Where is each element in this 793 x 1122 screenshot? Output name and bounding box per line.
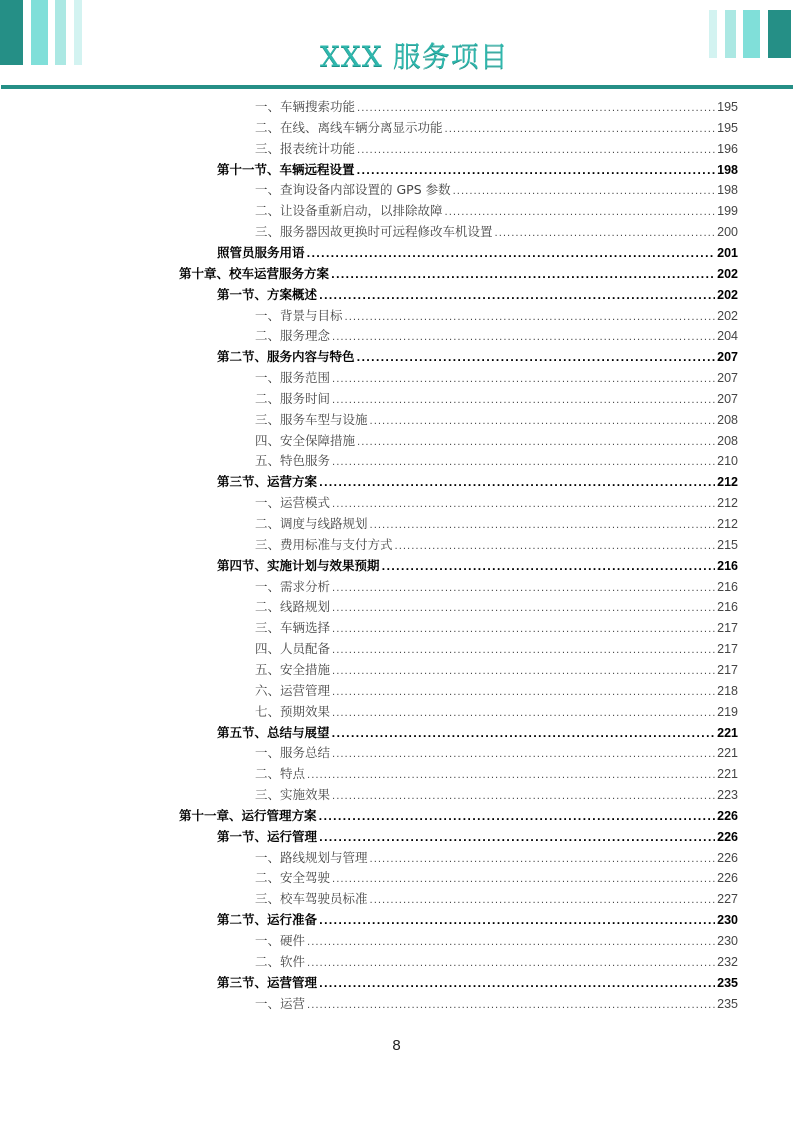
toc-entry-label: 一、硬件 xyxy=(255,933,306,948)
toc-entry-page: 198 xyxy=(717,162,738,177)
toc-entry-page: 221 xyxy=(717,746,738,761)
toc-entry-label: 一、服务范围 xyxy=(255,370,331,386)
toc-entry-label: 二、线路规划 xyxy=(255,599,331,615)
toc-entry[interactable] xyxy=(179,264,738,284)
toc-leader-dots xyxy=(307,956,715,972)
toc-entry-page: 217 xyxy=(717,642,738,657)
toc-entry-label: 第一节、运行管理 xyxy=(217,828,318,844)
toc-entry[interactable] xyxy=(255,848,738,868)
toc-entry-label: 一、背景与目标 xyxy=(255,307,343,323)
toc-entry-label: 二、服务理念 xyxy=(255,328,331,344)
toc-entry-page: 226 xyxy=(717,829,738,844)
toc-entry-label: 二、在线、离线车辆分离显示功能 xyxy=(255,119,443,135)
toc-entry-label: 一、路线规划与管理 xyxy=(255,849,368,865)
toc-leader-dots xyxy=(332,497,715,513)
toc-leader-dots xyxy=(319,977,715,993)
toc-entry-page: 207 xyxy=(717,371,738,386)
toc-leader-dots xyxy=(332,664,715,680)
toc-entry-page: 216 xyxy=(717,558,738,573)
toc-entry-label: 三、校车驾驶员标准 xyxy=(255,891,368,907)
toc-leader-dots xyxy=(445,205,716,221)
toc-entry[interactable] xyxy=(255,660,738,680)
toc-leader-dots xyxy=(331,268,715,284)
toc-entry-page: 198 xyxy=(717,183,738,198)
toc-entry-label: 一、需求分析 xyxy=(255,578,331,594)
toc-entry-page: 212 xyxy=(717,496,738,511)
toc-entry[interactable] xyxy=(255,514,738,534)
toc-leader-dots xyxy=(332,393,715,409)
header-divider xyxy=(1,85,793,89)
toc-entry-page: 199 xyxy=(717,204,738,219)
toc-entry-label: 三、服务车型与设施 xyxy=(255,411,368,427)
toc-entry-label: 第十一章、运行管理方案 xyxy=(179,807,317,823)
document-title: XXX 服务项目 xyxy=(320,40,509,73)
toc-leader-dots xyxy=(332,747,715,763)
toc-entry-page: 202 xyxy=(717,287,738,302)
toc-entry-page: 217 xyxy=(717,621,738,636)
toc-entry[interactable] xyxy=(217,285,738,305)
toc-entry[interactable] xyxy=(217,556,738,576)
toc-entry-page: 216 xyxy=(717,600,738,615)
toc-entry-label: 第三节、运营方案 xyxy=(217,474,318,490)
toc-entry[interactable] xyxy=(217,347,738,367)
toc-leader-dots xyxy=(357,143,715,159)
toc-entry[interactable] xyxy=(217,827,738,847)
toc-entry[interactable] xyxy=(217,243,738,263)
toc-leader-dots xyxy=(332,727,716,743)
toc-entry-page: 226 xyxy=(717,850,738,865)
toc-entry[interactable] xyxy=(217,973,738,993)
header-bar-lightest-right xyxy=(709,10,717,58)
toc-entry[interactable] xyxy=(255,139,738,159)
toc-leader-dots xyxy=(332,789,715,805)
toc-leader-dots xyxy=(332,455,715,471)
toc-leader-dots xyxy=(332,372,715,388)
toc-entry-label: 五、安全措施 xyxy=(255,661,331,677)
toc-entry[interactable] xyxy=(255,743,738,763)
toc-entry-label: 照管员服务用语 xyxy=(217,244,305,260)
toc-entry-page: 202 xyxy=(717,308,738,323)
toc-entry[interactable] xyxy=(255,118,738,138)
toc-entry-page: 212 xyxy=(717,475,738,490)
toc-entry[interactable] xyxy=(217,472,738,492)
toc-entry[interactable] xyxy=(255,368,738,388)
toc-leader-dots xyxy=(382,560,716,576)
toc-entry-label: 三、实施效果 xyxy=(255,787,331,803)
toc-entry[interactable] xyxy=(255,97,738,117)
toc-entry-page: 218 xyxy=(717,683,738,698)
toc-entry[interactable] xyxy=(255,785,738,805)
toc-entry[interactable] xyxy=(217,723,738,743)
toc-leader-dots xyxy=(319,831,715,847)
toc-entry-page: 221 xyxy=(717,725,738,740)
toc-entry-page: 208 xyxy=(717,412,738,427)
toc-entry-page: 227 xyxy=(717,892,738,907)
toc-leader-dots xyxy=(332,601,715,617)
toc-entry-page: 235 xyxy=(717,975,738,990)
toc-entry-label: 五、特色服务 xyxy=(255,453,331,469)
toc-entry-page: 195 xyxy=(717,120,738,135)
toc-entry-page: 195 xyxy=(717,100,738,114)
toc-entry-label: 二、安全驾驶 xyxy=(255,870,331,886)
toc-leader-dots xyxy=(445,122,716,138)
toc-entry-page: 226 xyxy=(717,808,738,823)
toc-leader-dots xyxy=(332,622,715,638)
toc-leader-dots xyxy=(332,643,715,659)
toc-entry-label: 三、费用标准与支付方式 xyxy=(255,536,393,552)
toc-entry-label: 三、车辆选择 xyxy=(255,620,331,636)
toc-entry[interactable] xyxy=(255,681,738,701)
toc-entry[interactable] xyxy=(255,451,738,471)
toc-entry-page: 215 xyxy=(717,537,738,552)
header-bar-dark-left xyxy=(0,0,23,65)
toc-leader-dots xyxy=(307,998,715,1014)
toc-entry-label: 一、运营 xyxy=(255,995,306,1011)
toc-entry[interactable] xyxy=(255,389,738,409)
toc-entry-page: 196 xyxy=(717,141,738,156)
toc-entry-label: 三、报表统计功能 xyxy=(255,140,356,156)
toc-entry[interactable] xyxy=(255,868,738,888)
toc-entry-page: 235 xyxy=(717,996,738,1011)
page-number: 8 xyxy=(392,1037,401,1054)
toc-entry-page: 212 xyxy=(717,517,738,531)
header-bar-mid-left xyxy=(31,0,48,65)
toc-entry-page: 200 xyxy=(717,225,738,240)
toc-entry-page: 208 xyxy=(717,433,738,448)
toc-leader-dots xyxy=(345,310,716,326)
toc-entry-label: 第一节、方案概述 xyxy=(217,286,318,302)
toc-entry-label: 二、软件 xyxy=(255,953,306,969)
toc-entry[interactable] xyxy=(255,201,738,221)
toc-entry-label: 二、服务时间 xyxy=(255,390,331,406)
toc-entry-page: 207 xyxy=(717,350,738,365)
toc-entry[interactable] xyxy=(255,952,738,972)
header-bar-light-left xyxy=(55,0,66,65)
toc-entry[interactable] xyxy=(255,535,738,555)
toc-entry-page: 216 xyxy=(717,579,738,594)
toc-entry-label: 一、服务总结 xyxy=(255,745,331,761)
toc-entry-page: 226 xyxy=(717,871,738,886)
toc-entry-label: 七、预期效果 xyxy=(255,703,331,719)
toc-entry-label: 一、查询设备内部设置的 GPS 参数 xyxy=(255,182,451,198)
toc-entry-page: 230 xyxy=(717,934,738,948)
toc-leader-dots xyxy=(357,351,716,367)
toc-entry[interactable] xyxy=(255,889,738,909)
toc-entry[interactable] xyxy=(255,222,738,242)
toc-entry[interactable] xyxy=(255,493,738,513)
toc-entry-page: 230 xyxy=(717,913,738,928)
toc-entry-label: 二、让设备重新启动，以排除故障 xyxy=(255,203,443,219)
toc-leader-dots xyxy=(357,435,715,451)
toc-leader-dots xyxy=(370,518,716,534)
toc-entry-label: 四、人员配备 xyxy=(255,641,331,657)
toc-leader-dots xyxy=(319,289,715,305)
toc-leader-dots xyxy=(495,226,716,242)
toc-entry-page: 217 xyxy=(717,662,738,677)
toc-entry-label: 第十章、校车运营服务方案 xyxy=(179,265,330,281)
toc-entry-page: 210 xyxy=(717,454,738,469)
toc-entry-page: 232 xyxy=(717,954,738,969)
toc-entry-label: 第五节、总结与展望 xyxy=(217,724,330,740)
toc-entry-label: 二、调度与线路规划 xyxy=(255,516,368,531)
toc-leader-dots xyxy=(453,184,716,200)
toc-entry[interactable] xyxy=(255,306,738,326)
toc-entry-page: 219 xyxy=(717,704,738,719)
toc-leader-dots xyxy=(307,935,715,951)
toc-entry-label: 第三节、运营管理 xyxy=(217,974,318,990)
toc-leader-dots xyxy=(332,330,715,346)
toc-entry-page: 223 xyxy=(717,788,738,803)
toc-entry-label: 第四节、实施计划与效果预期 xyxy=(217,557,380,573)
toc-entry[interactable] xyxy=(255,326,738,346)
toc-entry[interactable] xyxy=(217,910,738,930)
toc-leader-dots xyxy=(370,852,716,868)
toc-entry[interactable] xyxy=(179,806,738,826)
header-bar-dark-right xyxy=(768,10,791,58)
toc-leader-dots xyxy=(332,685,715,701)
toc-entry-label: 三、服务器因故更换时可远程修改车机设置 xyxy=(255,224,493,240)
header-bar-mid-right xyxy=(743,10,760,58)
toc-entry[interactable] xyxy=(255,639,738,659)
toc-entry[interactable] xyxy=(255,597,738,617)
toc-leader-dots xyxy=(370,414,716,430)
toc-leader-dots xyxy=(307,247,716,263)
toc-entry-page: 204 xyxy=(717,329,738,344)
toc-entry[interactable] xyxy=(255,994,738,1014)
toc-entry-label: 一、车辆搜索功能 xyxy=(255,99,356,114)
toc-leader-dots xyxy=(332,872,715,888)
toc-leader-dots xyxy=(357,101,715,117)
toc-entry[interactable] xyxy=(255,702,738,722)
toc-leader-dots xyxy=(332,706,715,722)
toc-entry-page: 201 xyxy=(717,245,738,260)
toc-leader-dots xyxy=(319,476,715,492)
toc-entry-label: 二、特点 xyxy=(255,766,306,782)
toc-leader-dots xyxy=(370,893,716,909)
toc-entry[interactable] xyxy=(255,618,738,638)
toc-leader-dots xyxy=(319,810,716,826)
toc-entry-label: 四、安全保障措施 xyxy=(255,432,356,448)
toc-entry[interactable] xyxy=(217,160,738,180)
toc-entry-page: 202 xyxy=(717,266,738,281)
toc-entry-label: 一、运营模式 xyxy=(255,495,331,511)
toc-entry-page: 207 xyxy=(717,391,738,406)
toc-entry-label: 六、运营管理 xyxy=(255,682,331,698)
toc-leader-dots xyxy=(395,539,716,555)
toc-entry-label: 第二节、服务内容与特色 xyxy=(217,349,355,365)
toc-entry-label: 第十一节、车辆远程设置 xyxy=(217,161,355,177)
toc-entry[interactable] xyxy=(255,410,738,430)
toc-leader-dots xyxy=(332,581,715,597)
toc-leader-dots xyxy=(307,768,715,784)
toc-leader-dots xyxy=(357,164,716,180)
toc-entry-label: 第二节、运行准备 xyxy=(217,912,318,928)
toc-entry[interactable] xyxy=(255,577,738,597)
toc-entry[interactable] xyxy=(255,764,738,784)
toc-entry[interactable] xyxy=(255,931,738,951)
toc-leader-dots xyxy=(319,914,715,930)
toc-entry-page: 221 xyxy=(717,767,738,782)
toc-entry[interactable] xyxy=(255,180,738,200)
header-bar-light-right xyxy=(725,10,736,58)
header-bar-lightest-left xyxy=(74,0,82,65)
toc-entry[interactable] xyxy=(255,431,738,451)
